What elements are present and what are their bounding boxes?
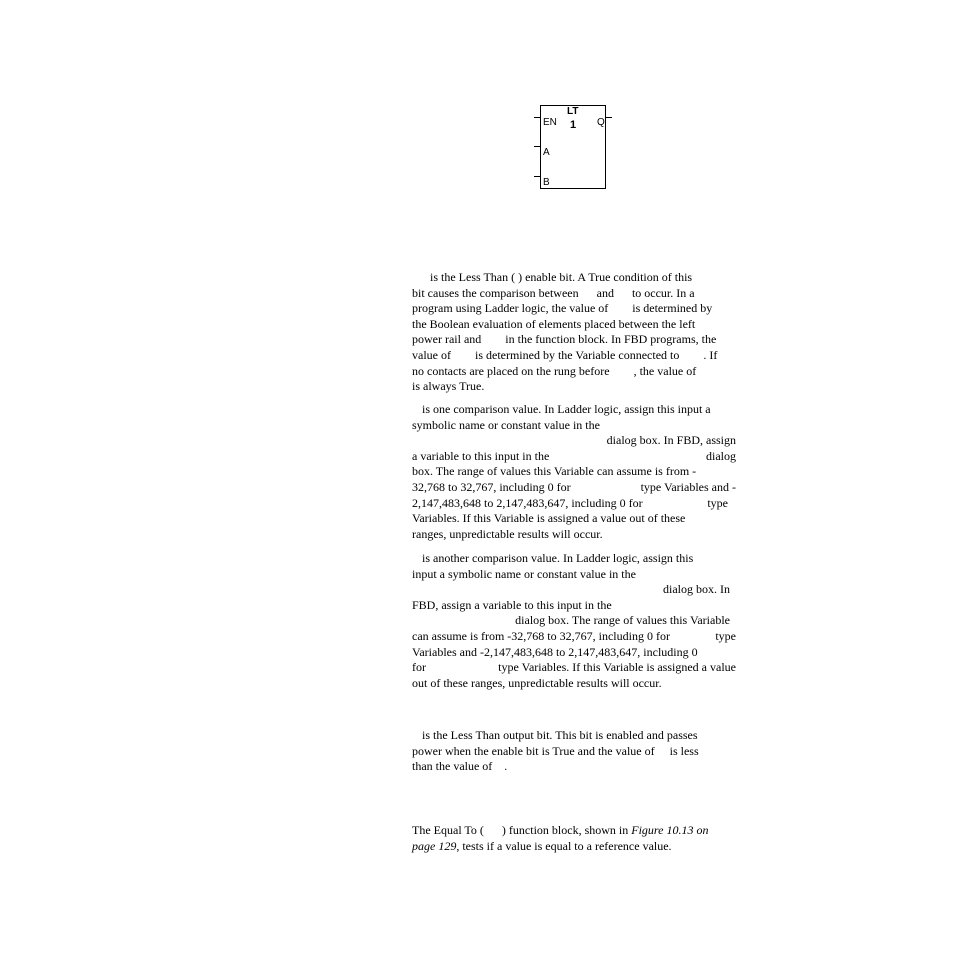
text-line: Variables. If this Variable is assigned a value out of these (412, 511, 686, 526)
text-line: power rail and in the function block. In FBD programs, the (412, 332, 717, 347)
text-line: the Boolean evaluation of elements placed between the left (412, 316, 696, 331)
text-line: is always True. (412, 379, 485, 394)
text-line: type (707, 495, 728, 510)
a-description-paragraph (412, 402, 736, 542)
text-line: The Equal To ( ) function block, shown in (412, 823, 629, 837)
text-line: ranges, unpredictable results will occur. (412, 526, 603, 541)
a-input-label: A (543, 147, 550, 158)
text-line: a variable to this input in the (412, 448, 550, 463)
text-line: symbolic name or constant value in the (412, 417, 600, 432)
text-line: dialog box. In FBD, assign (606, 433, 736, 448)
text-line: value of is determined by the Variable connected to . If (412, 347, 718, 362)
block-name-label: LT (567, 106, 579, 117)
text-line: can assume is from -32,768 to 32,767, including 0 for (412, 628, 670, 643)
text-line: for (412, 660, 426, 675)
en-description-paragraph (412, 270, 736, 395)
b-description-paragraph (412, 551, 736, 691)
text-line: no contacts are placed on the rung before , the value of (412, 363, 697, 378)
text-line: than the value of . (412, 759, 508, 774)
text-line: 32,768 to 32,767, including 0 for (412, 479, 571, 494)
text-line: bit causes the comparison between and to occur. In a (412, 285, 695, 300)
text-line: input a symbolic name or constant value in the (412, 566, 636, 581)
block-instance-label: 1 (570, 119, 577, 131)
en-pin-line (534, 117, 540, 118)
text-line: program using Ladder logic, the value of is determined by (412, 301, 713, 316)
text-line: box. The range of values this Variable can assume is from - (412, 464, 697, 479)
text-line: is one comparison value. In Ladder logic, assign this input a (422, 402, 711, 416)
text-line: power when the enable bit is True and the value of is less (412, 743, 699, 758)
q-output-label: Q (597, 117, 605, 128)
text-line: is another comparison value. In Ladder logic, assign this (422, 551, 694, 565)
en-input-label: EN (543, 117, 557, 128)
text-line: type Variables. If this Variable is assigned a value (498, 660, 736, 675)
text-line: is the Less Than ( ) enable bit. A True condition of this (430, 270, 693, 284)
lt-function-block-diagram (520, 100, 620, 195)
text-line: , tests if a value is equal to a reference value. (456, 838, 672, 853)
q-pin-line (606, 117, 612, 118)
text-line: dialog box. The range of values this Variable (515, 613, 730, 628)
q-description-paragraph (412, 728, 736, 775)
equal-to-intro-paragraph (412, 823, 736, 854)
text-line: type (715, 628, 736, 643)
text-line: Variables and -2,147,483,648 to 2,147,483,647, including 0 (412, 644, 698, 659)
text-line: FBD, assign a variable to this input in the (412, 597, 612, 612)
text-line: dialog (706, 448, 736, 463)
figure-reference-link[interactable]: Figure 10.13 on (631, 823, 709, 837)
text-line: out of these ranges, unpredictable results will occur. (412, 675, 662, 690)
a-pin-line (534, 146, 540, 147)
text-line: 2,147,483,648 to 2,147,483,647, including 0 for (412, 495, 643, 510)
text-line: type Variables and - (640, 479, 736, 494)
text-line: dialog box. In (663, 582, 730, 597)
page-reference-link[interactable]: page 129 (412, 838, 457, 853)
text-line: is the Less Than output bit. This bit is enabled and passes (422, 728, 698, 742)
b-pin-line (534, 176, 540, 177)
b-input-label: B (543, 177, 550, 188)
